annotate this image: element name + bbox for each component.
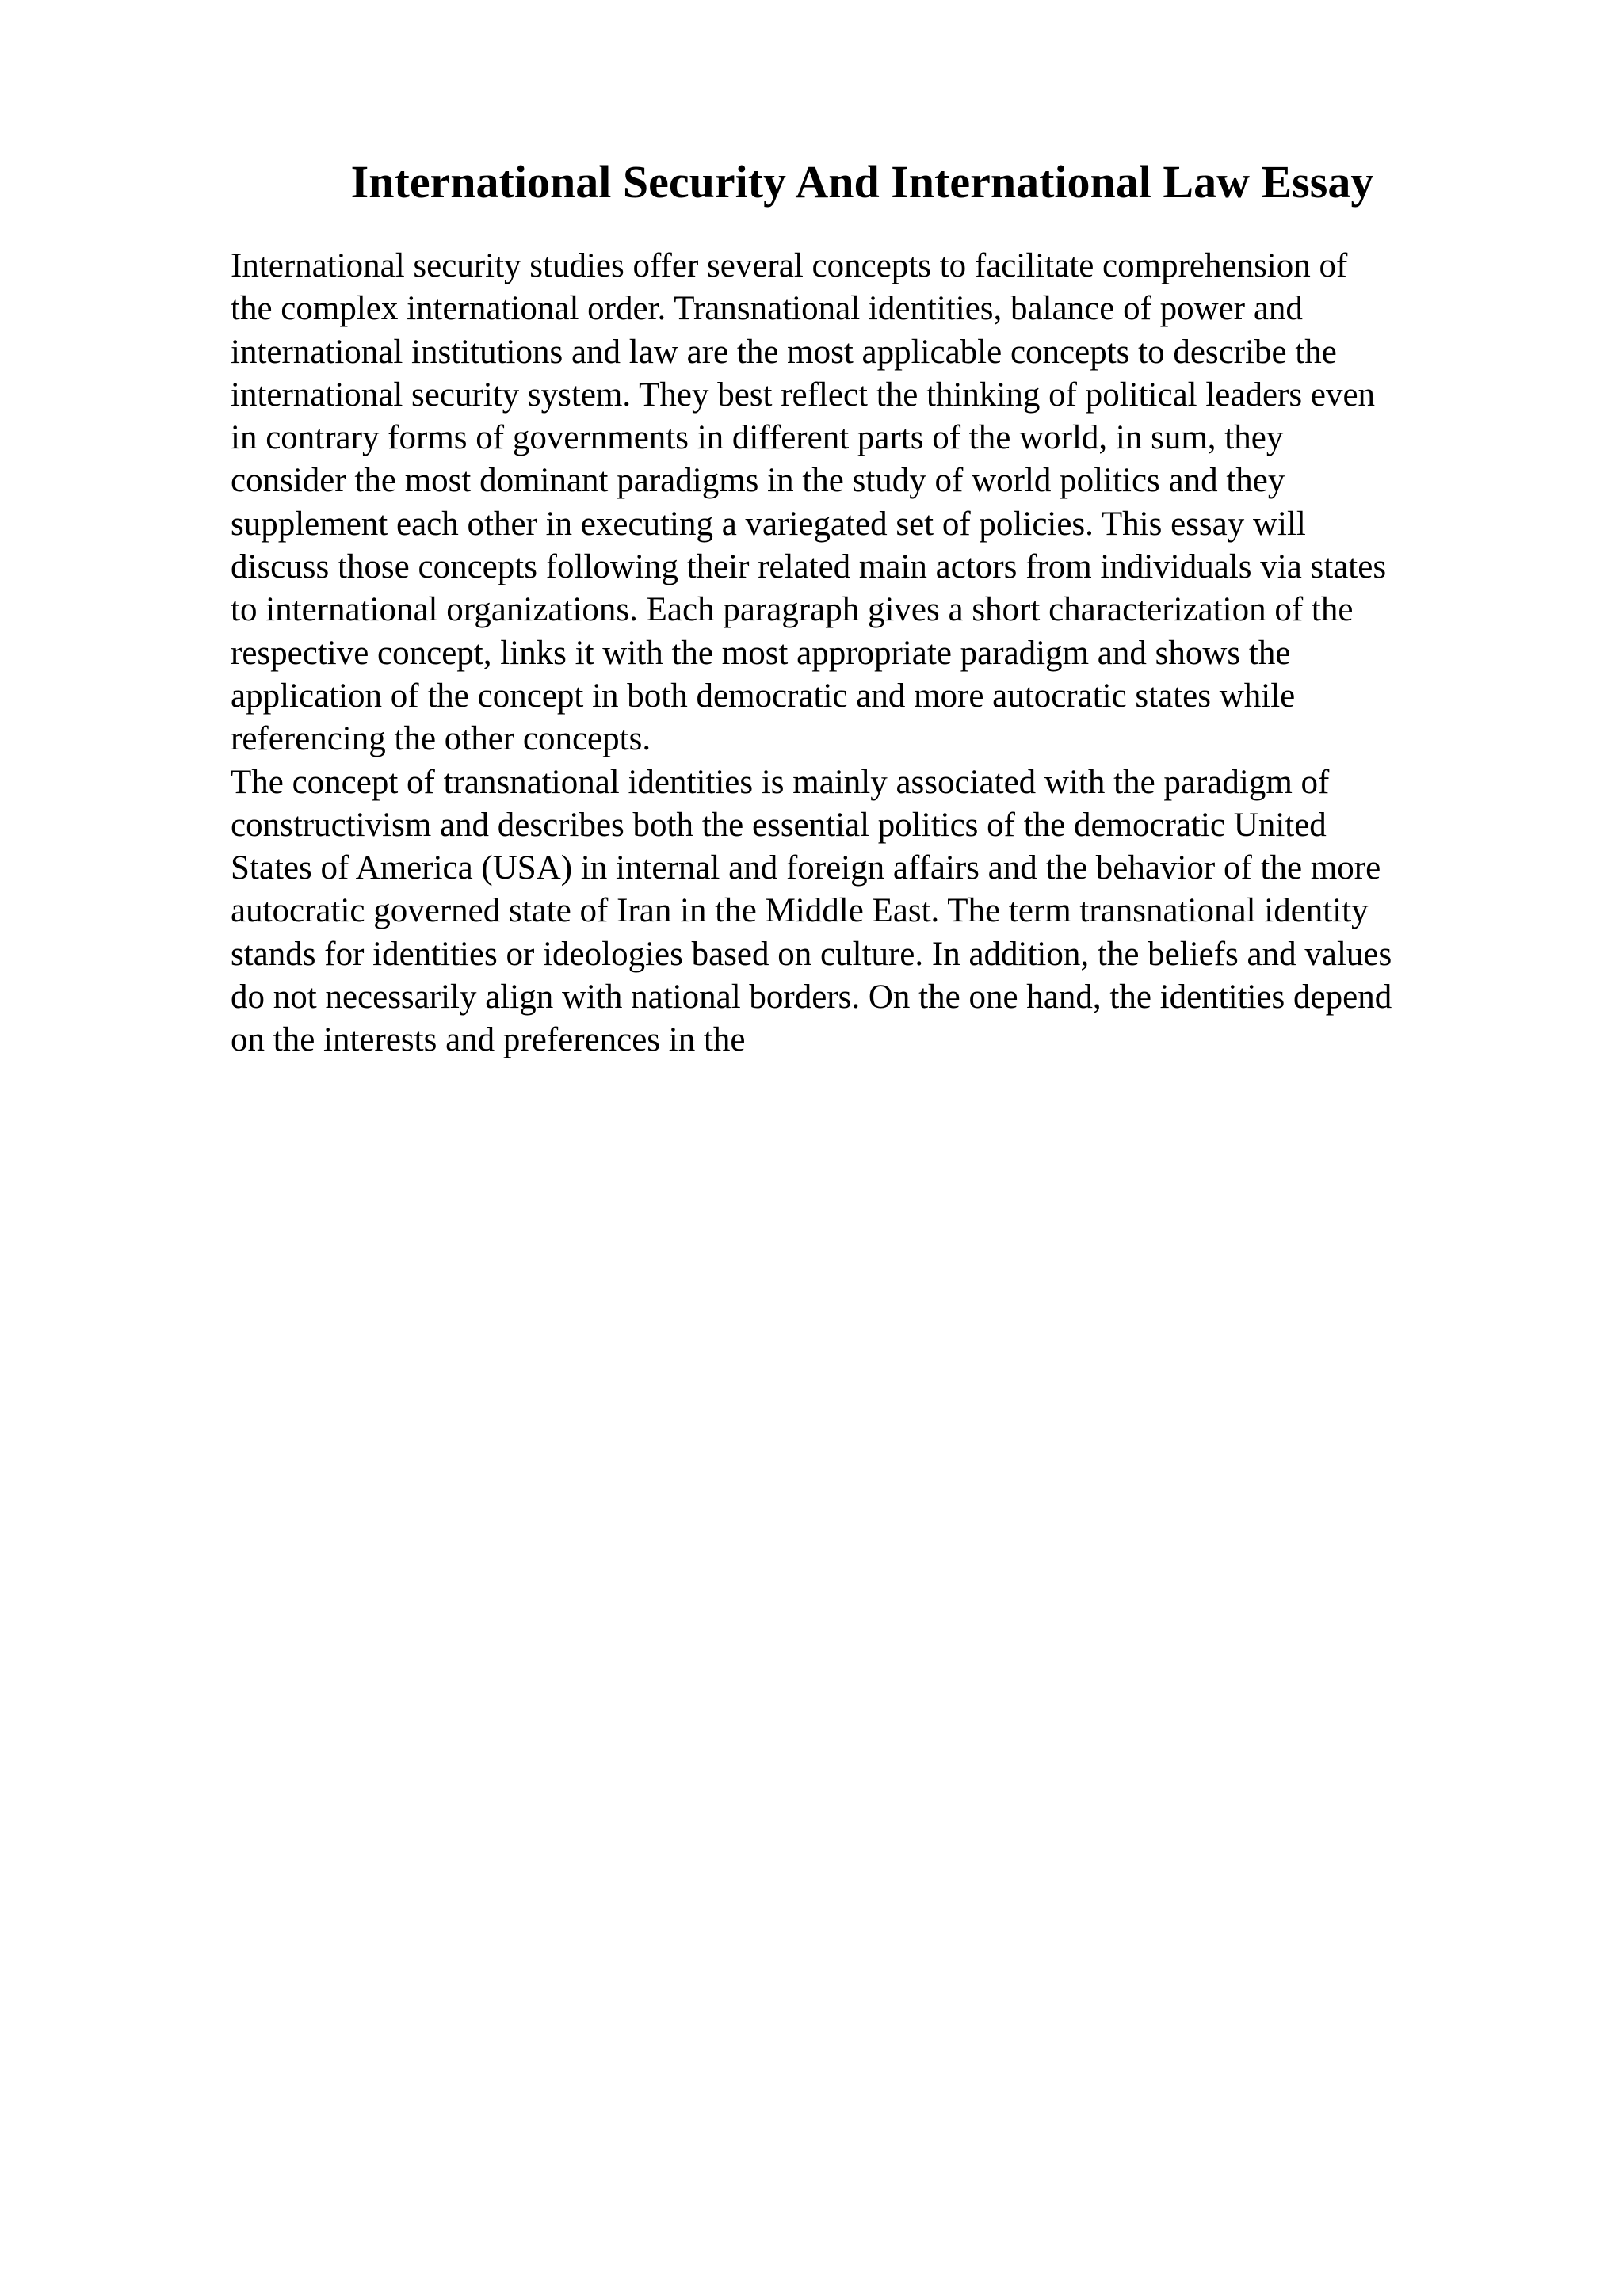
body-line: autocratic governed state of Iran in the Middle East. The term transnational identity bbox=[231, 892, 1369, 930]
essay-body bbox=[231, 245, 1499, 1062]
body-line: in contrary forms of governments in different parts of the world, in sum, they bbox=[231, 419, 1284, 457]
body-line: referencing the other concepts. bbox=[231, 720, 651, 758]
body-line: discuss those concepts following their related main actors from individuals via states bbox=[231, 548, 1387, 586]
body-line: international security system. They best reflect the thinking of political leaders even bbox=[231, 376, 1376, 414]
body-line: supplement each other in executing a variegated set of policies. This essay will bbox=[231, 505, 1306, 543]
document-title: International Security And International Law Essay bbox=[350, 156, 1374, 208]
body-line: International security studies offer several concepts to facilitate comprehension of bbox=[231, 247, 1348, 284]
body-line: respective concept, links it with the most appropriate paradigm and shows the bbox=[231, 634, 1291, 672]
body-line: The concept of transnational identities is mainly associated with the paradigm of bbox=[231, 763, 1330, 801]
body-line: the complex international order. Transnational identities, balance of power and bbox=[231, 290, 1303, 328]
body-line: stands for identities or ideologies based on culture. In addition, the beliefs and values bbox=[231, 935, 1392, 973]
body-line: consider the most dominant paradigms in the study of world politics and they bbox=[231, 462, 1285, 500]
body-line: application of the concept in both democratic and more autocratic states while bbox=[231, 677, 1296, 715]
body-line: international institutions and law are the most applicable concepts to describe the bbox=[231, 333, 1337, 371]
body-line: States of America (USA) in internal and foreign affairs and the behavior of the more bbox=[231, 849, 1381, 887]
body-line: to international organizations. Each paragraph gives a short characterization of the bbox=[231, 591, 1354, 629]
body-line: on the interests and preferences in the bbox=[231, 1021, 746, 1059]
body-line: constructivism and describes both the essential politics of the democratic United bbox=[231, 806, 1327, 844]
body-line: do not necessarily align with national borders. On the one hand, the identities depend bbox=[231, 978, 1392, 1016]
